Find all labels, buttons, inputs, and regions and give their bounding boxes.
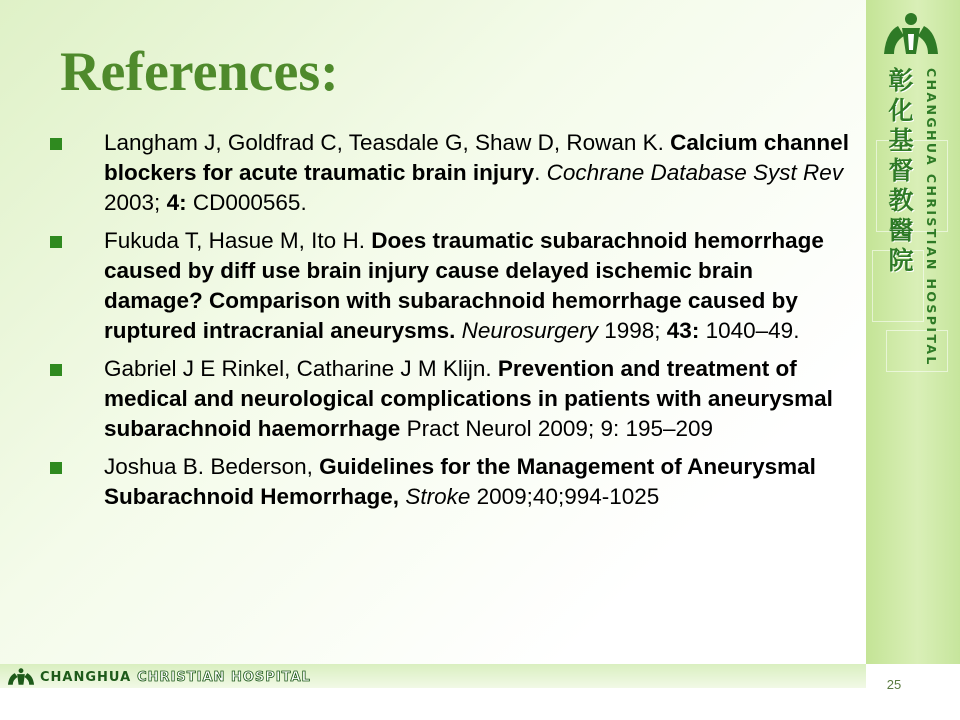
reference-volume: 43:: [666, 318, 700, 343]
reference-journal: Cochrane Database Syst Rev: [546, 160, 844, 185]
reference-year: 1998;: [604, 318, 661, 343]
reference-authors: Joshua B. Bederson,: [104, 454, 313, 479]
hospital-name-english-vertical: CHANGHUA CHRISTIAN HOSPITAL: [924, 68, 939, 367]
reference-journal: Neurosurgery: [461, 318, 598, 343]
reference-title: Prevention and treatment of medical and neurological complications in patients with aneurysmal subarachnoid haemorrhage: [104, 356, 833, 441]
reference-item: [50, 354, 850, 444]
reference-journal: Stroke: [405, 484, 471, 509]
footer-branding: [6, 666, 311, 688]
reference-title: Does traumatic subarachnoid hemorrhage caused by diff use brain injury cause delayed ischemic brain damage? Comparison with subarachnoid hemorrhage caused by ruptured intracranial aneurysms.: [104, 228, 824, 343]
reference-year: 2003;: [104, 190, 161, 215]
hospital-logo-small-icon: [6, 667, 36, 687]
reference-authors: Gabriel J E Rinkel, Catharine J M Klijn.: [104, 356, 492, 381]
reference-volume: 4:: [166, 190, 187, 215]
hospital-name-chinese: 彰 化 基 督 教 醫 院: [888, 66, 914, 275]
bullet-icon: [50, 236, 62, 248]
bullet-icon: [50, 462, 62, 474]
reference-title: Calcium channel blockers for acute traumatic brain injury: [104, 130, 849, 185]
hospital-logo-icon: [880, 10, 942, 60]
reference-list: [50, 128, 850, 520]
reference-pages: 1040–49.: [705, 318, 800, 343]
footer-hospital-name: CHANGHUA CHRISTIAN HOSPITAL: [40, 669, 311, 685]
reference-citation: 2009;40;994-1025: [476, 484, 660, 509]
slide-title: References:: [60, 41, 339, 103]
reference-item: Langham J, Goldfrad C, Teasdale G, Shaw D, Rowan K. Calcium channel blockers for acute traumatic brain injury. Cochrane Database Syst Rev 2003; 4: CD000565.: [50, 128, 850, 218]
reference-citation: Pract Neurol 2009; 9: 195–209: [406, 416, 714, 441]
reference-authors: Fukuda T, Hasue M, Ito H.: [104, 228, 365, 253]
reference-item: [50, 452, 850, 512]
reference-title: Guidelines for the Management of Aneurysmal Subarachnoid Hemorrhage,: [104, 454, 816, 509]
reference-authors: Langham J, Goldfrad C, Teasdale G, Shaw D, Rowan K.: [104, 130, 664, 155]
bullet-icon: [50, 364, 62, 376]
reference-item: [50, 226, 850, 346]
bullet-icon: [50, 138, 62, 150]
reference-pages: CD000565.: [192, 190, 307, 215]
page-number: 25: [886, 677, 902, 692]
